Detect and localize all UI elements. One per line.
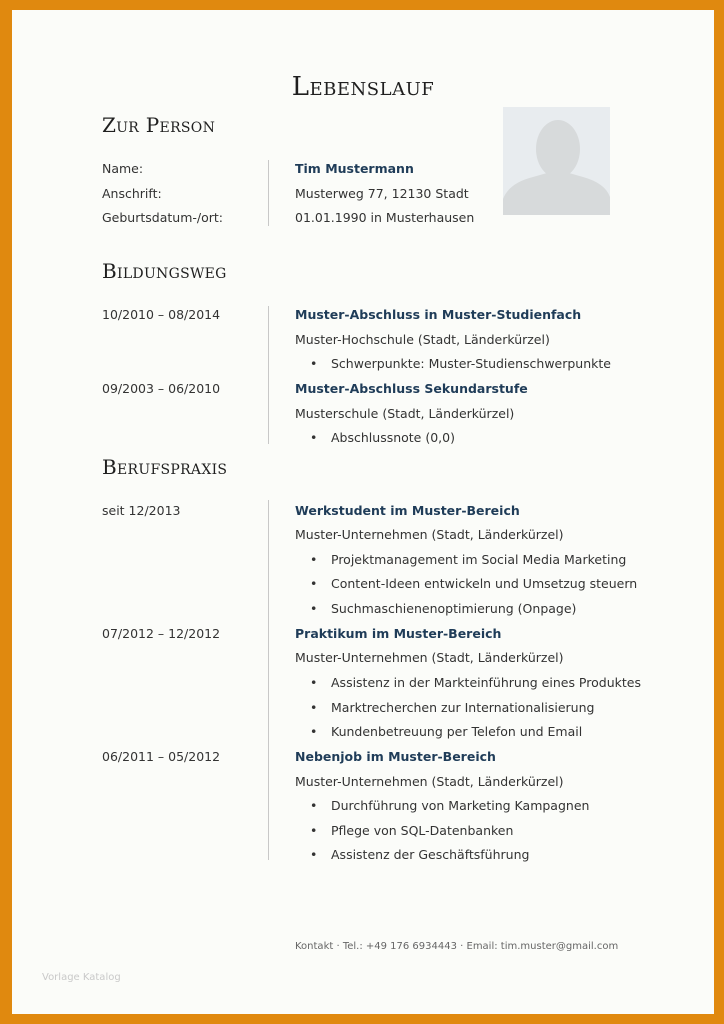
section-heading-experience: Berufspraxis xyxy=(102,455,228,479)
person-silhouette-icon xyxy=(503,107,610,215)
profile-photo xyxy=(503,107,610,215)
experience-company: Muster-Unternehmen (Stadt, Länderkürzel) xyxy=(295,774,564,789)
experience-title: Werkstudent im Muster-Bereich xyxy=(295,503,520,518)
education-title: Muster-Abschluss Sekundarstufe xyxy=(295,381,528,396)
education-bullet: • Schwerpunkte: Muster-Studienschwerpunkte xyxy=(331,356,611,371)
experience-bullet: • Suchmaschienenoptimierung (Onpage) xyxy=(331,601,576,616)
experience-title: Praktikum im Muster-Bereich xyxy=(295,626,502,641)
cv-page xyxy=(12,10,714,1014)
section-heading-person: Zur Person xyxy=(102,113,216,137)
name-value: Tim Mustermann xyxy=(295,161,414,176)
address-label: Anschrift: xyxy=(102,186,162,201)
experience-bullet: • Projektmanagement im Social Media Marketing xyxy=(331,552,626,567)
education-institution: Muster-Hochschule (Stadt, Länderkürzel) xyxy=(295,332,550,347)
experience-date: seit 12/2013 xyxy=(102,503,181,518)
experience-bullet: • Durchführung von Marketing Kampagnen xyxy=(331,798,589,813)
education-date: 10/2010 – 08/2014 xyxy=(102,307,221,322)
name-label: Name: xyxy=(102,161,144,176)
experience-bullet: • Pflege von SQL-Datenbanken xyxy=(331,823,513,838)
education-bullet: • Abschlussnote (0,0) xyxy=(331,430,455,445)
watermark: Vorlage Katalog xyxy=(42,972,121,983)
education-title: Muster-Abschluss in Muster-Studienfach xyxy=(295,307,582,322)
divider-line xyxy=(268,160,269,226)
experience-date: 07/2012 – 12/2012 xyxy=(102,626,221,641)
address-value: Musterweg 77, 12130 Stadt xyxy=(295,186,469,201)
birth-label: Geburtsdatum-/ort: xyxy=(102,210,224,225)
experience-title: Nebenjob im Muster-Bereich xyxy=(295,749,496,764)
experience-bullet: • Assistenz der Geschäftsführung xyxy=(331,847,529,862)
experience-bullet: • Kundenbetreuung per Telefon und Email xyxy=(331,724,582,739)
divider-line xyxy=(268,500,269,860)
education-institution: Musterschule (Stadt, Länderkürzel) xyxy=(295,406,515,421)
experience-date: 06/2011 – 05/2012 xyxy=(102,749,221,764)
experience-company: Muster-Unternehmen (Stadt, Länderkürzel) xyxy=(295,650,564,665)
experience-company: Muster-Unternehmen (Stadt, Länderkürzel) xyxy=(295,527,564,542)
experience-bullet: • Assistenz in der Markteinführung eines Produktes xyxy=(331,675,641,690)
experience-bullet: • Marktrecherchen zur Internationalisierung xyxy=(331,700,594,715)
education-date: 09/2003 – 06/2010 xyxy=(102,381,221,396)
contact-footer: Kontakt · Tel.: +49 176 6934443 · Email: tim.muster@gmail.com xyxy=(295,941,619,952)
experience-bullet: • Content-Ideen entwickeln und Umsetzug steuern xyxy=(331,576,637,591)
birth-value: 01.01.1990 in Musterhausen xyxy=(295,210,475,225)
document-title: Lebenslauf xyxy=(291,72,435,102)
section-heading-education: Bildungsweg xyxy=(102,259,227,283)
divider-line xyxy=(268,306,269,444)
